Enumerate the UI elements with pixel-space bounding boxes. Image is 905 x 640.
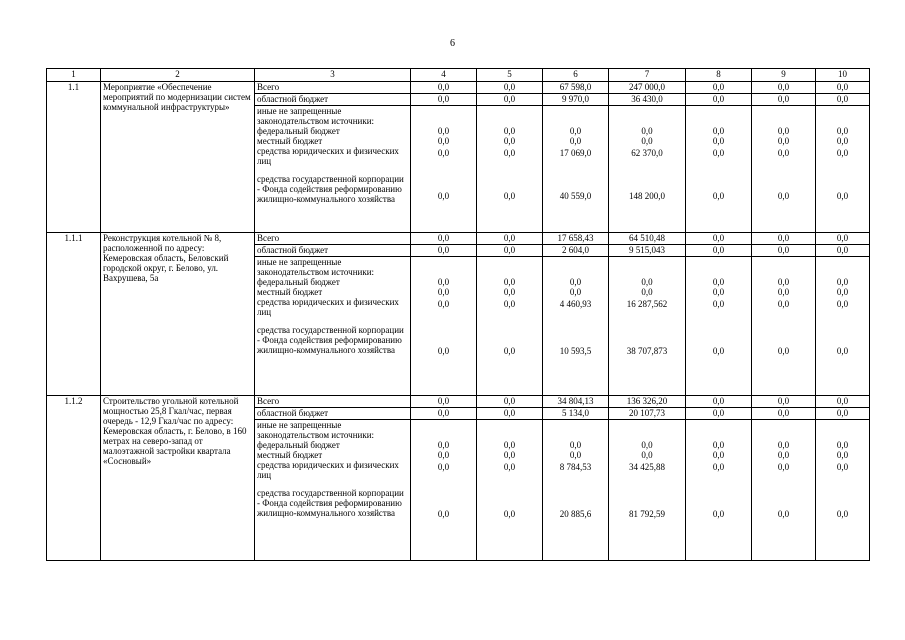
value-cell [752,420,816,561]
value: 34 804,13 [557,396,594,406]
value: 0,0 [569,136,582,146]
value: 0,0 [777,299,790,309]
source-cell [255,257,411,396]
value: 62 370,0 [631,148,663,158]
value: 81 792,59 [629,509,665,519]
value: 0,0 [503,245,516,255]
value: 0,0 [712,136,725,146]
value-cell [816,245,870,257]
value-cell [816,94,870,106]
value: 0,0 [437,191,450,201]
value: 0,0 [569,277,582,287]
value-cell [609,408,686,420]
value-cell [411,82,477,94]
value-cell [752,396,816,408]
value: 0,0 [777,233,790,243]
value-cell [686,233,752,245]
value-cell [816,233,870,245]
page-number: 6 [450,38,455,49]
value: 247 000,0 [629,82,665,92]
value: 0,0 [503,450,516,460]
value-cell [609,396,686,408]
value: 0,0 [503,277,516,287]
value: 0,0 [836,287,849,297]
value-cell [609,245,686,257]
value: 0,0 [712,462,725,472]
value: 0,0 [836,126,849,136]
item-code-cell [47,82,101,233]
value: 0,0 [503,136,516,146]
value-cell [543,396,609,408]
value: 2 604,0 [562,245,589,255]
source-label: средства юридических и физических лиц [257,146,399,166]
value: 0,0 [569,450,582,460]
value: 0,0 [712,396,725,406]
value: 0,0 [437,346,450,356]
value: 0,0 [836,509,849,519]
value-cell [411,233,477,245]
value: 0,0 [437,509,450,519]
value: 9 515,043 [629,245,665,255]
value: 0,0 [437,408,450,418]
value-cell [477,408,543,420]
value-cell [411,420,477,561]
source-label: средства государственной корпорации - Фонда содействия реформированию жилищно-коммунального хозяйства [257,488,404,518]
value: 0,0 [777,191,790,201]
source-cell [255,106,411,233]
value: 0,0 [836,450,849,460]
value: 0,0 [836,396,849,406]
source-label: Всего [257,233,280,243]
header-cell: 6 [543,69,609,82]
value-cell [609,82,686,94]
value-cell [477,233,543,245]
value: 0,0 [777,94,790,104]
source-label: средства юридических и физических лиц [257,460,399,480]
value-cell [411,396,477,408]
table-row [47,82,870,94]
value-cell [543,420,609,561]
value-cell [752,408,816,420]
value: 0,0 [712,94,725,104]
header-cell: 5 [477,69,543,82]
value-cell [686,245,752,257]
value-cell [686,94,752,106]
value: 0,0 [437,148,450,158]
value: 0,0 [777,148,790,158]
value-cell [686,106,752,233]
value: 0,0 [712,245,725,255]
value: 0,0 [777,462,790,472]
value: 0,0 [437,462,450,472]
value: 0,0 [712,82,725,92]
value-cell [543,233,609,245]
value-cell [477,257,543,396]
table-row [47,233,870,245]
value: 4 460,93 [559,299,592,309]
value: 0,0 [836,245,849,255]
value: 0,0 [712,191,725,201]
value: 0,0 [777,136,790,146]
source-cell [255,420,411,561]
value: 0,0 [437,233,450,243]
value-cell [477,245,543,257]
value: 20 107,73 [629,408,665,418]
value: 0,0 [777,287,790,297]
value: 0,0 [777,440,790,450]
item-name-cell [101,82,255,233]
value-cell [686,396,752,408]
value: 0,0 [712,408,725,418]
value-cell [816,396,870,408]
item-code: 1.1.1 [64,233,83,243]
value: 0,0 [836,299,849,309]
value-cell [609,233,686,245]
value: 0,0 [503,509,516,519]
value: 0,0 [437,126,450,136]
value-cell [752,94,816,106]
source-label: местный бюджет [257,287,323,297]
value: 0,0 [777,245,790,255]
value: 0,0 [641,277,653,287]
value: 0,0 [777,509,790,519]
header-cell: 9 [752,69,816,82]
value: 0,0 [777,126,790,136]
source-label: областной бюджет [257,94,329,104]
value: 17 069,0 [559,148,592,158]
source-label: федеральный бюджет [257,440,340,450]
header-cell: 8 [686,69,752,82]
value: 0,0 [437,287,450,297]
value: 0,0 [836,94,849,104]
value-cell [752,106,816,233]
value: 0,0 [503,408,516,418]
value-cell [816,106,870,233]
value: 0,0 [503,346,516,356]
value: 0,0 [503,440,516,450]
source-cell [255,82,411,94]
value: 0,0 [712,287,725,297]
value: 0,0 [712,509,725,519]
value: 0,0 [641,136,653,146]
value-cell [752,82,816,94]
header-cell: 3 [255,69,411,82]
value: 0,0 [569,440,582,450]
value-cell [609,94,686,106]
value: 0,0 [712,440,725,450]
value-cell [816,420,870,561]
value: 0,0 [503,126,516,136]
value: 40 559,0 [559,191,592,201]
value: 0,0 [641,440,653,450]
value: 0,0 [836,233,849,243]
source-cell [255,94,411,106]
value: 0,0 [641,287,653,297]
source-label: иные не запрещенные законодательством источники: [257,257,375,277]
source-label: федеральный бюджет [257,277,340,287]
value: 0,0 [641,126,653,136]
value: 64 510,48 [629,233,665,243]
value: 0,0 [836,346,849,356]
value: 0,0 [503,287,516,297]
value: 0,0 [836,136,849,146]
value-cell [543,94,609,106]
item-name-cell [101,396,255,561]
value: 20 885,6 [559,509,592,519]
value: 0,0 [503,148,516,158]
source-label: областной бюджет [257,245,329,255]
value: 0,0 [836,462,849,472]
value: 0,0 [569,287,582,297]
value-cell [686,257,752,396]
item-name-cell [101,233,255,396]
value: 136 326,20 [626,396,668,406]
value: 36 430,0 [631,94,663,104]
value: 0,0 [569,126,582,136]
value-cell [543,257,609,396]
value-cell [411,106,477,233]
value-cell [816,408,870,420]
item-code: 1.1 [67,82,80,92]
value: 0,0 [437,450,450,460]
value: 0,0 [437,136,450,146]
value: 38 707,873 [626,346,668,356]
source-label: иные не запрещенные законодательством источники: [257,420,375,440]
item-name: Реконструкция котельной № 8, расположенной по адресу: Кемеровская область, Беловский городской округ, г. Белово, ул. Вахрушева, 5а [103,233,229,283]
value: 0,0 [836,148,849,158]
item-code-cell [47,233,101,396]
value-cell [686,82,752,94]
value: 10 593,5 [559,346,592,356]
value-cell [543,82,609,94]
value: 67 598,0 [559,82,592,92]
value-cell [411,94,477,106]
value: 0,0 [437,440,450,450]
value: 16 287,562 [626,299,668,309]
value: 17 658,43 [557,233,594,243]
value: 148 200,0 [629,191,665,201]
source-cell [255,396,411,408]
value-cell [411,408,477,420]
value: 34 425,88 [629,462,665,472]
value-cell [477,94,543,106]
value: 0,0 [777,396,790,406]
source-cell [255,245,411,257]
item-name: Мероприятие «Обеспечение мероприятий по модернизации систем коммунальной инфраструктуры» [103,82,251,112]
value-cell [752,233,816,245]
source-label: средства государственной корпорации - Фонда содействия реформированию жилищно-коммунального хозяйства [257,325,404,355]
value: 0,0 [437,82,450,92]
financing-table [46,68,870,561]
value-cell [752,257,816,396]
header-cell: 1 [47,69,101,82]
header-row [47,69,870,82]
value-cell [543,106,609,233]
value: 8 784,53 [559,462,592,472]
value: 0,0 [712,233,725,243]
value-cell [609,257,686,396]
source-cell [255,408,411,420]
value: 0,0 [503,94,516,104]
value-cell [816,82,870,94]
value: 0,0 [836,82,849,92]
value-cell [477,420,543,561]
value: 0,0 [777,346,790,356]
value: 0,0 [712,126,725,136]
value-cell [543,245,609,257]
value: 0,0 [836,440,849,450]
value-cell [411,245,477,257]
value: 0,0 [777,82,790,92]
source-label: Всего [257,82,280,92]
value-cell [609,420,686,561]
value: 0,0 [503,191,516,201]
item-code-cell [47,396,101,561]
value: 0,0 [777,277,790,287]
table-row [47,396,870,408]
value: 0,0 [712,450,725,460]
value-cell [686,420,752,561]
value: 0,0 [503,462,516,472]
value: 0,0 [836,191,849,201]
header-cell: 4 [411,69,477,82]
value: 5 134,0 [562,408,589,418]
value: 9 970,0 [562,94,589,104]
value-cell [477,82,543,94]
value: 0,0 [712,346,725,356]
item-name: Строительство угольной котельной мощностью 25,8 Гкал/час, первая очередь - 12,9 Гкал/час по адресу: Кемеровская область, г. Белово, в 160 метрах на северо-запад от малоэтажной застройки квартала «Сосновый» [103,396,247,466]
value-cell [752,245,816,257]
value: 0,0 [777,408,790,418]
value-cell [816,257,870,396]
value: 0,0 [437,396,450,406]
value-cell [477,396,543,408]
value-cell [609,106,686,233]
value-cell [686,408,752,420]
source-label: иные не запрещенные законодательством источники: [257,106,375,126]
value: 0,0 [503,82,516,92]
value: 0,0 [437,299,450,309]
header-cell: 7 [609,69,686,82]
value: 0,0 [503,299,516,309]
source-label: местный бюджет [257,136,323,146]
item-code: 1.1.2 [64,396,83,406]
value: 0,0 [503,233,516,243]
source-label: Всего [257,396,280,406]
value: 0,0 [503,396,516,406]
source-label: федеральный бюджет [257,126,340,136]
value: 0,0 [836,277,849,287]
value: 0,0 [712,299,725,309]
value: 0,0 [437,245,450,255]
value: 0,0 [437,277,450,287]
value: 0,0 [712,277,725,287]
value: 0,0 [437,94,450,104]
source-label: средства государственной корпорации - Фонда содействия реформированию жилищно-коммунального хозяйства [257,174,404,204]
header-cell: 10 [816,69,870,82]
source-label: местный бюджет [257,450,323,460]
value: 0,0 [641,450,653,460]
value-cell [477,106,543,233]
source-label: средства юридических и физических лиц [257,297,399,317]
value: 0,0 [712,148,725,158]
header-cell: 2 [101,69,255,82]
value-cell [543,408,609,420]
value: 0,0 [777,450,790,460]
source-cell [255,233,411,245]
value-cell [411,257,477,396]
source-label: областной бюджет [257,408,329,418]
value: 0,0 [836,408,849,418]
